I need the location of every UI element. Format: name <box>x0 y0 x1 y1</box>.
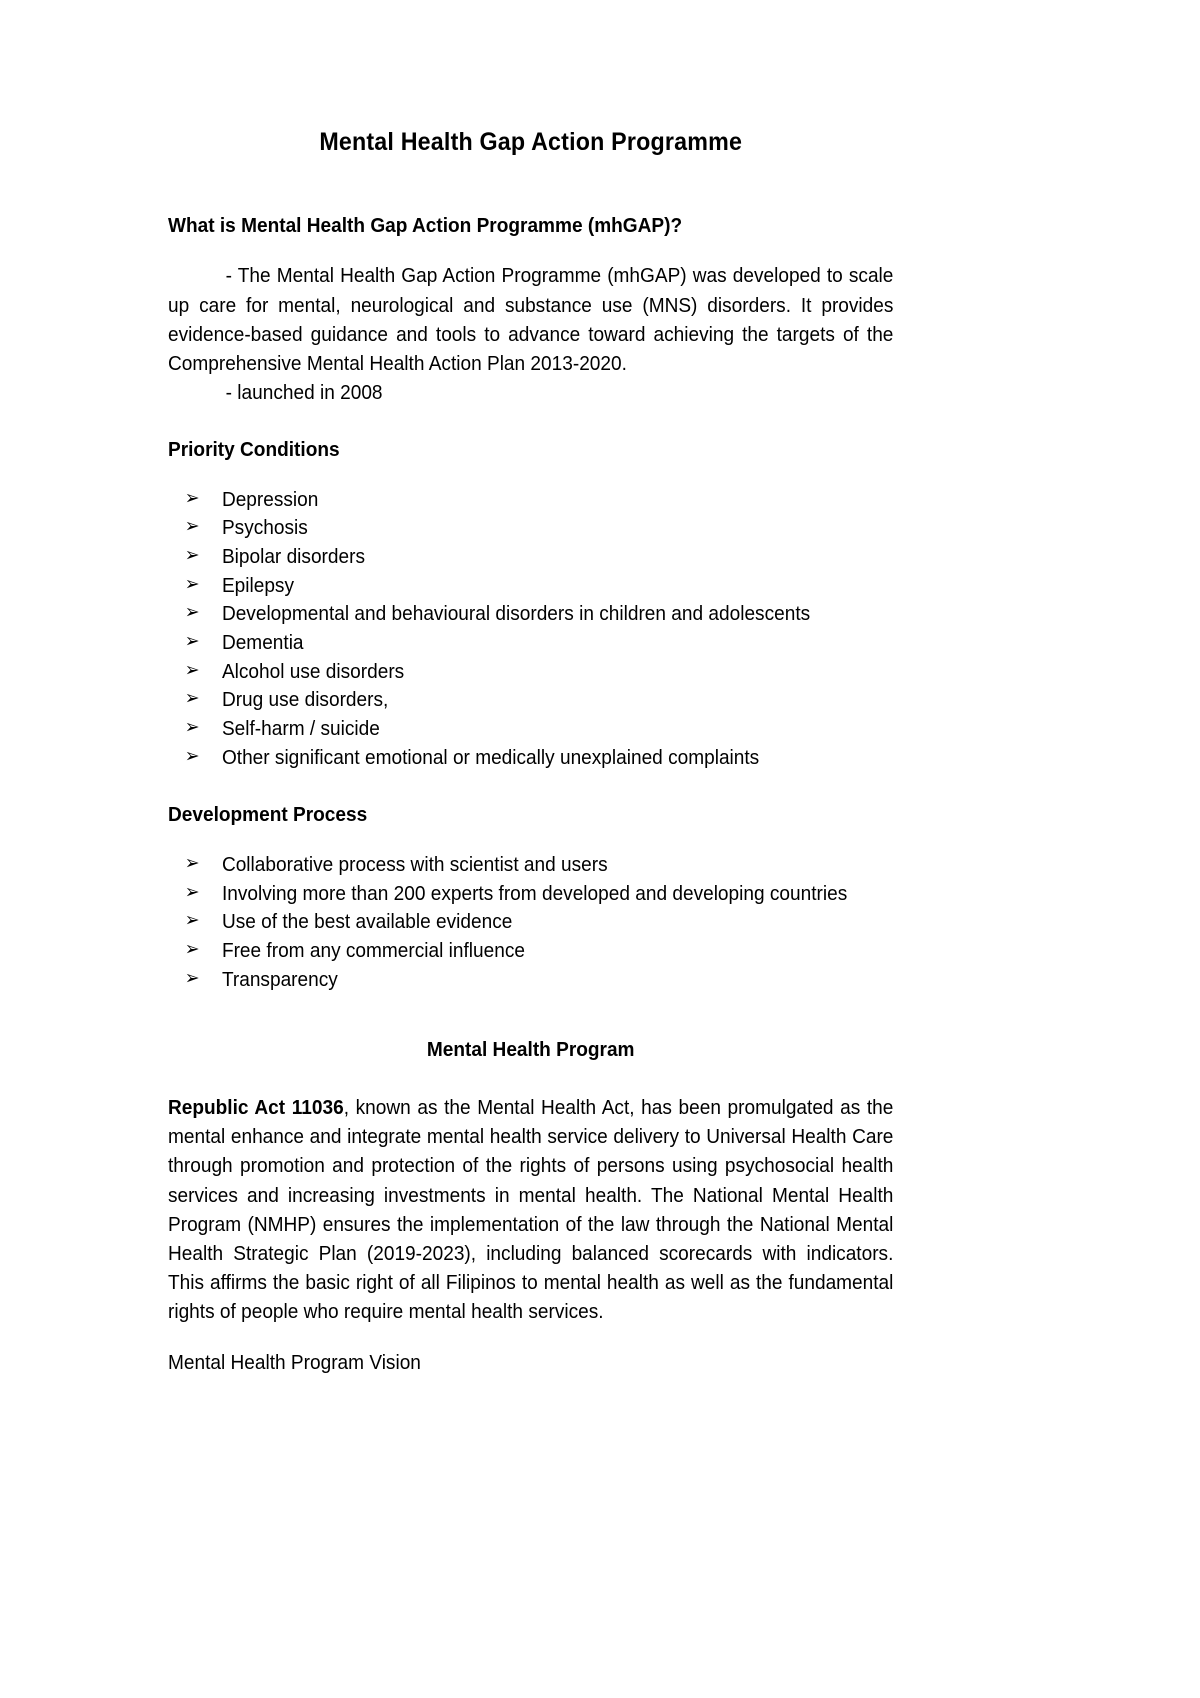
list-item-label: Free from any commercial influence <box>221 939 525 963</box>
arrowhead-bullet-icon: ➢ <box>184 939 200 961</box>
list-item-label: Use of the best available evidence <box>221 910 513 934</box>
arrowhead-bullet-icon: ➢ <box>184 717 200 739</box>
list-item <box>168 658 893 687</box>
list-item <box>168 629 893 658</box>
spacer <box>168 464 893 486</box>
list-item <box>168 880 893 909</box>
list-item <box>168 715 893 744</box>
arrowhead-bullet-icon: ➢ <box>184 487 200 509</box>
paragraph-mhgap-description: - The Mental Health Gap Action Programme (mhGAP) was developed to scale up care for mental, neurological and substance use (MNS) disorders. It provides evidence-based guidance and tools to advance toward achieving the targets of the Comprehensive Mental Health Action Plan 2013-2020. <box>168 264 894 375</box>
spacer <box>168 407 893 437</box>
arrowhead-bullet-icon: ➢ <box>184 688 200 710</box>
list-item-label: Self-harm / suicide <box>221 717 380 741</box>
arrowhead-bullet-icon: ➢ <box>184 544 200 566</box>
list-item <box>168 851 893 880</box>
spacer <box>168 239 893 261</box>
republic-act-number: Republic Act 11036 <box>168 1096 344 1120</box>
section-heading-mental-health-program: Mental Health Program <box>426 1037 635 1061</box>
spacer <box>168 1063 893 1093</box>
list-item <box>168 572 893 601</box>
list-item <box>168 686 893 715</box>
arrowhead-bullet-icon: ➢ <box>184 853 200 875</box>
spacer <box>168 1326 893 1348</box>
list-item-label: Involving more than 200 experts from developed and developing countries <box>221 881 848 905</box>
paragraph-launched-in-2008: - launched in 2008 <box>225 380 383 404</box>
list-item <box>168 486 893 515</box>
page-title: Mental Health Gap Action Programme <box>319 128 743 156</box>
arrowhead-bullet-icon: ➢ <box>184 745 200 767</box>
list-item-label: Alcohol use disorders <box>221 659 405 683</box>
list-item-label: Psychosis <box>221 516 308 540</box>
list-item-label: Epilepsy <box>221 573 295 597</box>
document-content <box>168 128 893 1377</box>
arrowhead-bullet-icon: ➢ <box>184 573 200 595</box>
spacer <box>168 829 893 851</box>
spacer <box>168 772 893 802</box>
list-item <box>168 543 893 572</box>
arrowhead-bullet-icon: ➢ <box>184 516 200 538</box>
arrowhead-bullet-icon: ➢ <box>184 910 200 932</box>
arrowhead-bullet-icon: ➢ <box>184 602 200 624</box>
priority-conditions-list <box>168 486 893 773</box>
paragraph-republic-act <box>168 1093 893 1326</box>
list-item-label: Collaborative process with scientist and users <box>221 853 608 877</box>
list-item-label: Drug use disorders, <box>221 688 389 712</box>
section-heading-what-is-mhgap: What is Mental Health Gap Action Programme (mhGAP)? <box>168 213 683 237</box>
list-item-label: Transparency <box>221 967 338 991</box>
list-item <box>168 744 893 773</box>
list-item-label: Depression <box>221 487 319 511</box>
section-heading-priority-conditions: Priority Conditions <box>168 437 340 461</box>
republic-act-body: , known as the Mental Health Act, has been promulgated as the mental enhance and integrate mental health service delivery to Universal Health Care through promotion and protection of the rights of persons using psychosocial health services and increasing investments in mental health. The National Mental Health Program (NMHP) ensures the implementation of the law through the National Mental Health Strategic Plan (2019-2023), including balanced scorecards with indicators. This affirms the basic right of all Filipinos to mental health as well as the fundamental rights of people who require mental health services. <box>168 1096 894 1323</box>
list-item <box>168 908 893 937</box>
arrowhead-bullet-icon: ➢ <box>184 631 200 653</box>
list-item-label: Other significant emotional or medically unexplained complaints <box>221 745 760 769</box>
list-item-label: Developmental and behavioural disorders in children and adolescents <box>221 602 811 626</box>
list-item-label: Bipolar disorders <box>221 544 366 568</box>
list-item-label: Dementia <box>221 631 304 655</box>
list-item <box>168 514 893 543</box>
development-process-list <box>168 851 893 994</box>
spacer <box>168 995 893 1037</box>
arrowhead-bullet-icon: ➢ <box>184 967 200 989</box>
section-heading-development-process: Development Process <box>168 803 368 827</box>
list-item <box>168 937 893 966</box>
paragraph-vision-label: Mental Health Program Vision <box>168 1351 421 1375</box>
arrowhead-bullet-icon: ➢ <box>184 659 200 681</box>
arrowhead-bullet-icon: ➢ <box>184 881 200 903</box>
list-item <box>168 966 893 995</box>
list-item <box>168 600 893 629</box>
